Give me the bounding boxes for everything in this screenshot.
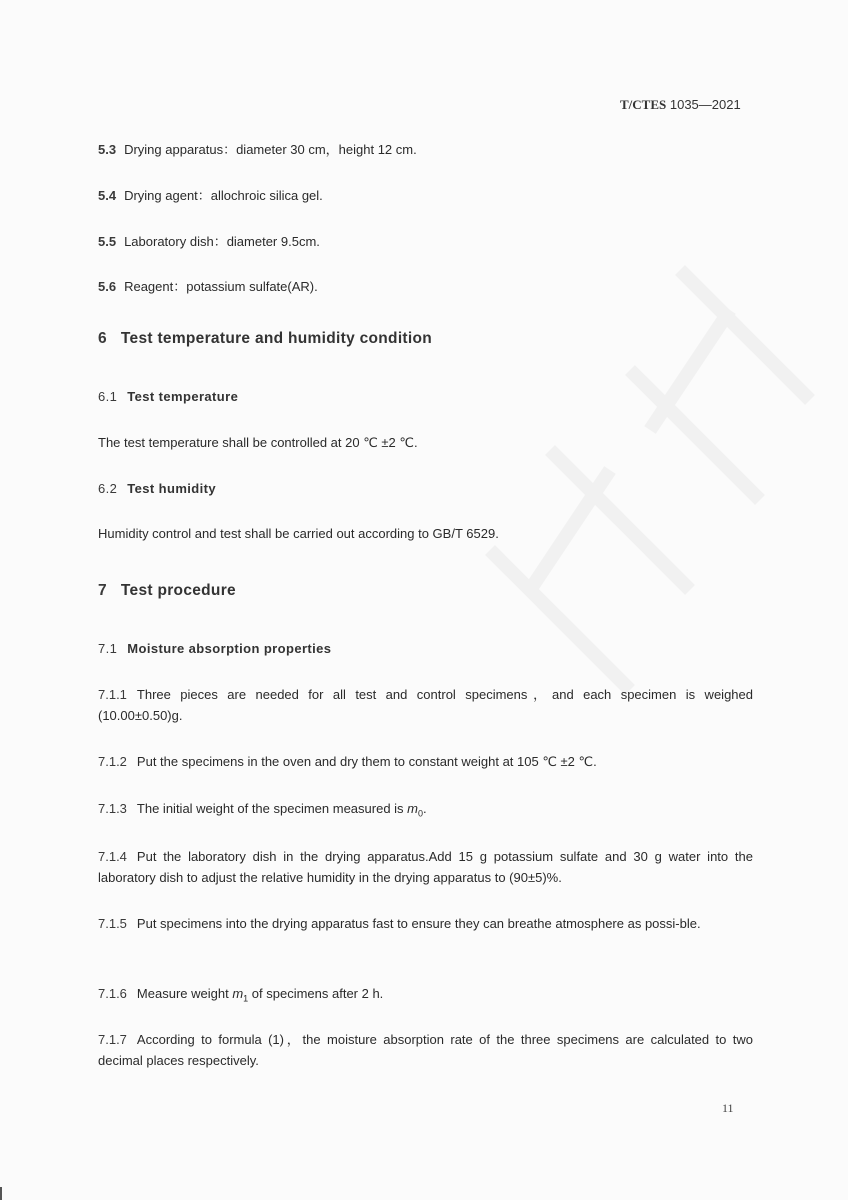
variable-subscript: 1 [243, 993, 249, 1004]
page-number: 11 [722, 1101, 734, 1115]
variable-m: m [407, 801, 419, 816]
step-text-end: . [423, 801, 427, 816]
step-number: 7.1.6 [98, 986, 127, 1001]
clause-5-4 [98, 185, 323, 204]
clause-number: 5.3 [98, 142, 117, 157]
step-text: Put the laboratory dish in the drying apparatus.Add 15 g potassium sulfate and 30 g water into the laboratory dish to adjust the relative humidity in the drying apparatus to (90±5)%. [98, 849, 753, 885]
clause-5-6 [98, 276, 318, 295]
section-number: 7 [98, 582, 107, 599]
variable-subscript: 0 [418, 808, 424, 819]
step-text-end: of specimens after 2 h. [248, 986, 384, 1001]
step-number: 7.1.3 [98, 801, 127, 816]
subsection-number: 6.2 [98, 481, 118, 496]
clause-text: Drying agent：allochroic silica gel. [124, 188, 323, 203]
subsection-6-1-body: The test temperature shall be controlled at 20 ℃ ±2 ℃. [98, 435, 418, 450]
clause-number: 5.6 [98, 279, 117, 294]
clause-5-3 [98, 139, 417, 158]
step-7-1-4 [98, 846, 753, 888]
subsection-number: 6.1 [98, 389, 118, 404]
subsection-title: Moisture absorption properties [127, 641, 332, 656]
step-number: 7.1.2 [98, 754, 127, 769]
step-text: Put the specimens in the oven and dry them to constant weight at 105 ℃ ±2 ℃. [136, 754, 597, 769]
step-text: According to formula (1)，the moisture absorption rate of the three specimens are calculated to two decimal places respectively. [98, 1032, 753, 1068]
section-7-heading [98, 582, 236, 600]
step-7-1-3 [98, 798, 753, 825]
clause-text: Laboratory dish：diameter 9.5cm. [124, 234, 320, 249]
scan-edge-mark [0, 1187, 2, 1200]
step-text: Measure weight [136, 986, 233, 1001]
subsection-6-2-body: Humidity control and test shall be carried out according to GB/T 6529. [98, 526, 499, 541]
subsection-number: 7.1 [98, 641, 118, 656]
code-prefix: T/CTES [620, 97, 667, 112]
subsection-7-1-heading [98, 641, 331, 656]
subsection-title: Test temperature [127, 389, 239, 404]
step-text: Put specimens into the drying apparatus fast to ensure they can breathe atmosphere as possi-ble. [136, 916, 701, 931]
clause-text: Reagent：potassium sulfate(AR). [124, 279, 318, 294]
step-number: 7.1.7 [98, 1032, 127, 1047]
section-title: Test procedure [120, 582, 236, 599]
step-7-1-1 [98, 684, 753, 726]
variable-m: m [232, 986, 244, 1001]
step-number: 7.1.1 [98, 687, 127, 702]
section-number: 6 [98, 330, 107, 347]
section-6-heading [98, 330, 432, 348]
subsection-title: Test humidity [127, 481, 217, 496]
step-7-1-6 [98, 983, 753, 1010]
step-text: The initial weight of the specimen measured is [136, 801, 408, 816]
step-7-1-5 [98, 913, 753, 934]
clause-text: Drying apparatus：diameter 30 cm，height 12 cm. [124, 142, 417, 157]
clause-5-5 [98, 231, 320, 250]
standard-code [620, 97, 741, 113]
step-7-1-7 [98, 1029, 753, 1071]
watermark-graphic [430, 250, 830, 750]
step-text: Three pieces are needed for all test and control specimens，and each specimen is weighed (10.00±0.50)g. [98, 687, 753, 723]
subsection-6-2-heading [98, 481, 216, 496]
step-number: 7.1.5 [98, 916, 127, 931]
section-title: Test temperature and humidity condition [120, 330, 433, 347]
step-number: 7.1.4 [98, 849, 127, 864]
code-number: 1035—2021 [666, 97, 741, 112]
step-7-1-2 [98, 751, 753, 772]
clause-number: 5.5 [98, 234, 117, 249]
clause-number: 5.4 [98, 188, 117, 203]
subsection-6-1-heading [98, 389, 238, 404]
